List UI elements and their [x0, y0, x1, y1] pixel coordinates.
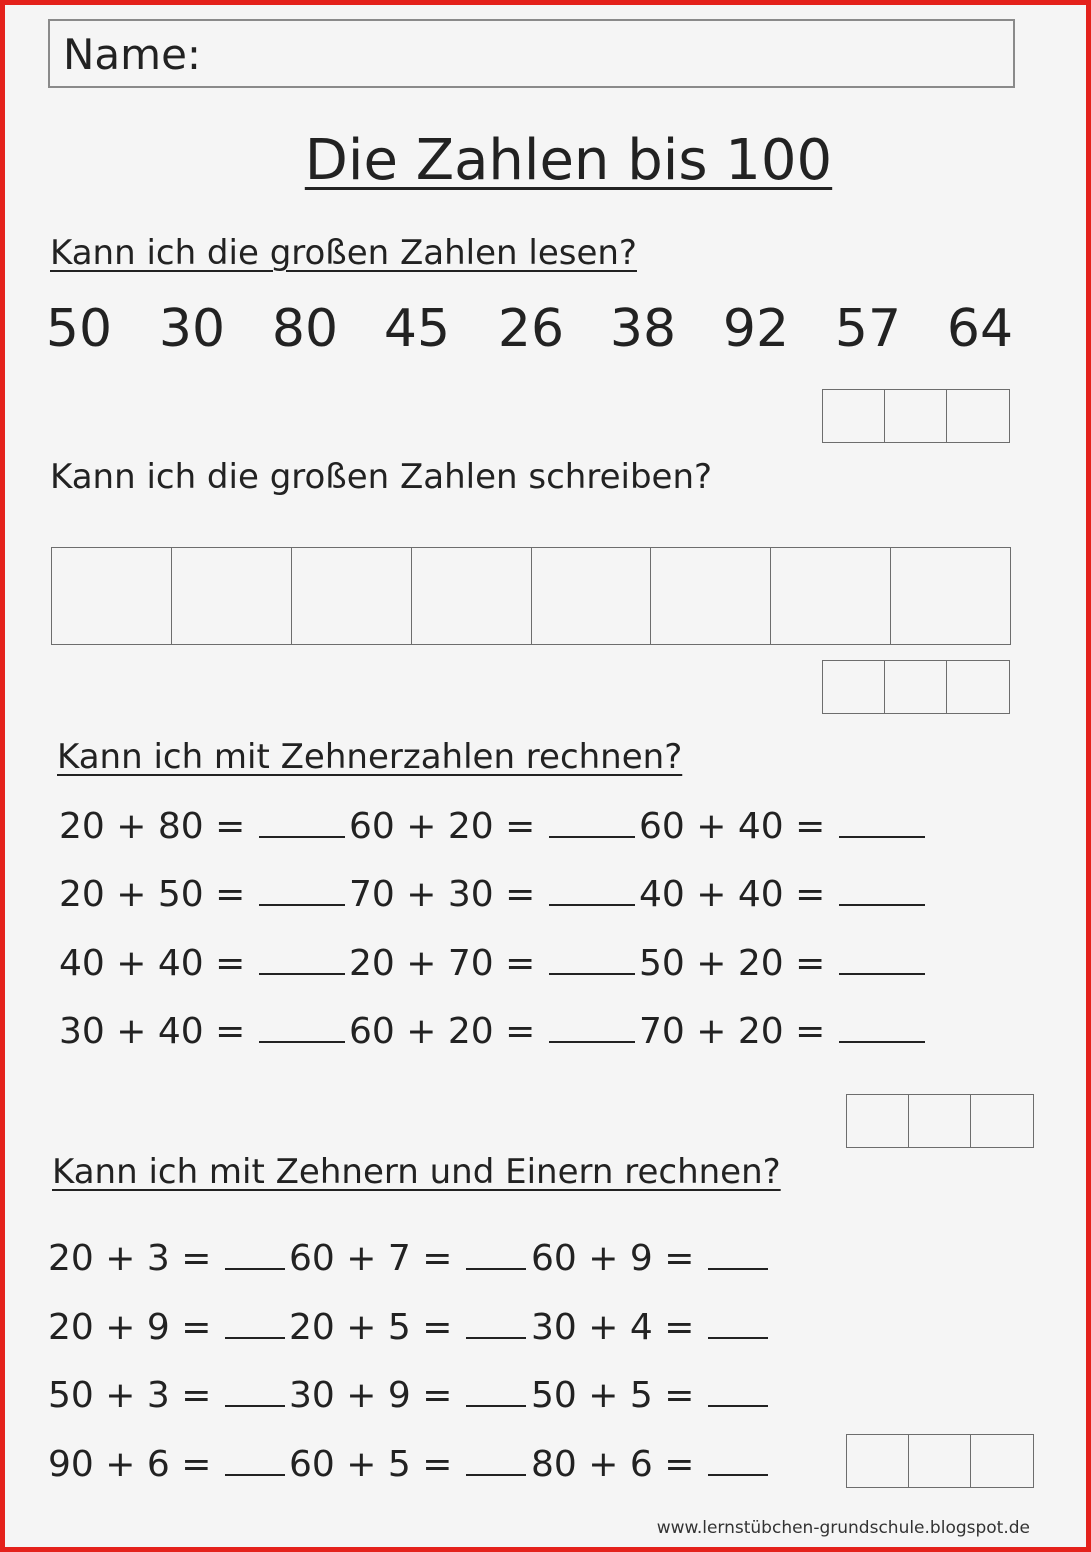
equation: 70 + 30 =	[349, 873, 635, 917]
read-number: 38	[609, 299, 677, 359]
answer-blank[interactable]	[708, 1336, 768, 1339]
equation: 50 + 3 =	[48, 1374, 285, 1418]
answer-blank[interactable]	[259, 1040, 345, 1043]
read-number: 26	[497, 299, 565, 359]
answer-blank[interactable]	[466, 1473, 526, 1476]
answer-blank[interactable]	[549, 835, 635, 838]
equation: 80 + 6 =	[531, 1443, 768, 1487]
answer-blank[interactable]	[259, 972, 345, 975]
name-label: Name:	[63, 30, 202, 79]
answer-blank[interactable]	[259, 835, 345, 838]
equation: 20 + 80 =	[59, 805, 345, 849]
equation: 20 + 5 =	[289, 1306, 526, 1350]
equation: 60 + 20 =	[349, 805, 635, 849]
answer-blank[interactable]	[225, 1404, 285, 1407]
equation: 30 + 4 =	[531, 1306, 768, 1350]
answer-blank[interactable]	[549, 1040, 635, 1043]
equation: 20 + 50 =	[59, 873, 345, 917]
equation: 70 + 20 =	[639, 1010, 925, 1054]
answer-blank[interactable]	[549, 972, 635, 975]
answer-blank[interactable]	[839, 1040, 925, 1043]
read-number: 92	[722, 299, 790, 359]
equation: 20 + 3 =	[48, 1237, 285, 1281]
self-assessment-boxes[interactable]	[846, 1094, 1034, 1148]
answer-blank[interactable]	[708, 1473, 768, 1476]
answer-blank[interactable]	[549, 903, 635, 906]
equation: 60 + 5 =	[289, 1443, 526, 1487]
footer-url: www.lernstübchen-grundschule.blogspot.de	[656, 1518, 1030, 1538]
equation: 20 + 70 =	[349, 942, 635, 986]
answer-blank[interactable]	[839, 903, 925, 906]
equation: 50 + 5 =	[531, 1374, 768, 1418]
answer-blank[interactable]	[225, 1267, 285, 1270]
section-heading-tens-ones-arithmetic: Kann ich mit Zehnern und Einern rechnen?	[52, 1152, 781, 1192]
read-number: 64	[946, 299, 1014, 359]
equation: 60 + 9 =	[531, 1237, 768, 1281]
answer-blank[interactable]	[839, 835, 925, 838]
read-number: 80	[271, 299, 339, 359]
page-title: Die Zahlen bis 100	[304, 128, 833, 193]
answer-blank[interactable]	[708, 1404, 768, 1407]
equation: 20 + 9 =	[48, 1306, 285, 1350]
answer-blank[interactable]	[466, 1404, 526, 1407]
section-heading-read-numbers: Kann ich die großen Zahlen lesen?	[50, 233, 637, 273]
equation: 60 + 40 =	[639, 805, 925, 849]
name-field[interactable]	[48, 19, 1015, 88]
answer-blank[interactable]	[466, 1336, 526, 1339]
read-number: 57	[834, 299, 902, 359]
equation: 60 + 7 =	[289, 1237, 526, 1281]
equation: 50 + 20 =	[639, 942, 925, 986]
answer-blank[interactable]	[708, 1267, 768, 1270]
read-number: 30	[158, 299, 226, 359]
answer-blank[interactable]	[225, 1336, 285, 1339]
answer-blank[interactable]	[839, 972, 925, 975]
read-number: 45	[383, 299, 451, 359]
section-heading-tens-arithmetic: Kann ich mit Zehnerzahlen rechnen?	[57, 737, 683, 777]
section-heading-write-numbers: Kann ich die großen Zahlen schreiben?	[50, 457, 713, 497]
equation: 30 + 9 =	[289, 1374, 526, 1418]
equation: 30 + 40 =	[59, 1010, 345, 1054]
read-number: 50	[45, 299, 113, 359]
equation: 40 + 40 =	[639, 873, 925, 917]
self-assessment-boxes[interactable]	[846, 1434, 1034, 1488]
answer-blank[interactable]	[225, 1473, 285, 1476]
equation: 90 + 6 =	[48, 1443, 285, 1487]
answer-blank[interactable]	[466, 1267, 526, 1270]
equation: 40 + 40 =	[59, 942, 345, 986]
number-writing-grid[interactable]	[51, 547, 1011, 645]
self-assessment-boxes[interactable]	[822, 660, 1010, 714]
self-assessment-boxes[interactable]	[822, 389, 1010, 443]
answer-blank[interactable]	[259, 903, 345, 906]
equation: 60 + 20 =	[349, 1010, 635, 1054]
